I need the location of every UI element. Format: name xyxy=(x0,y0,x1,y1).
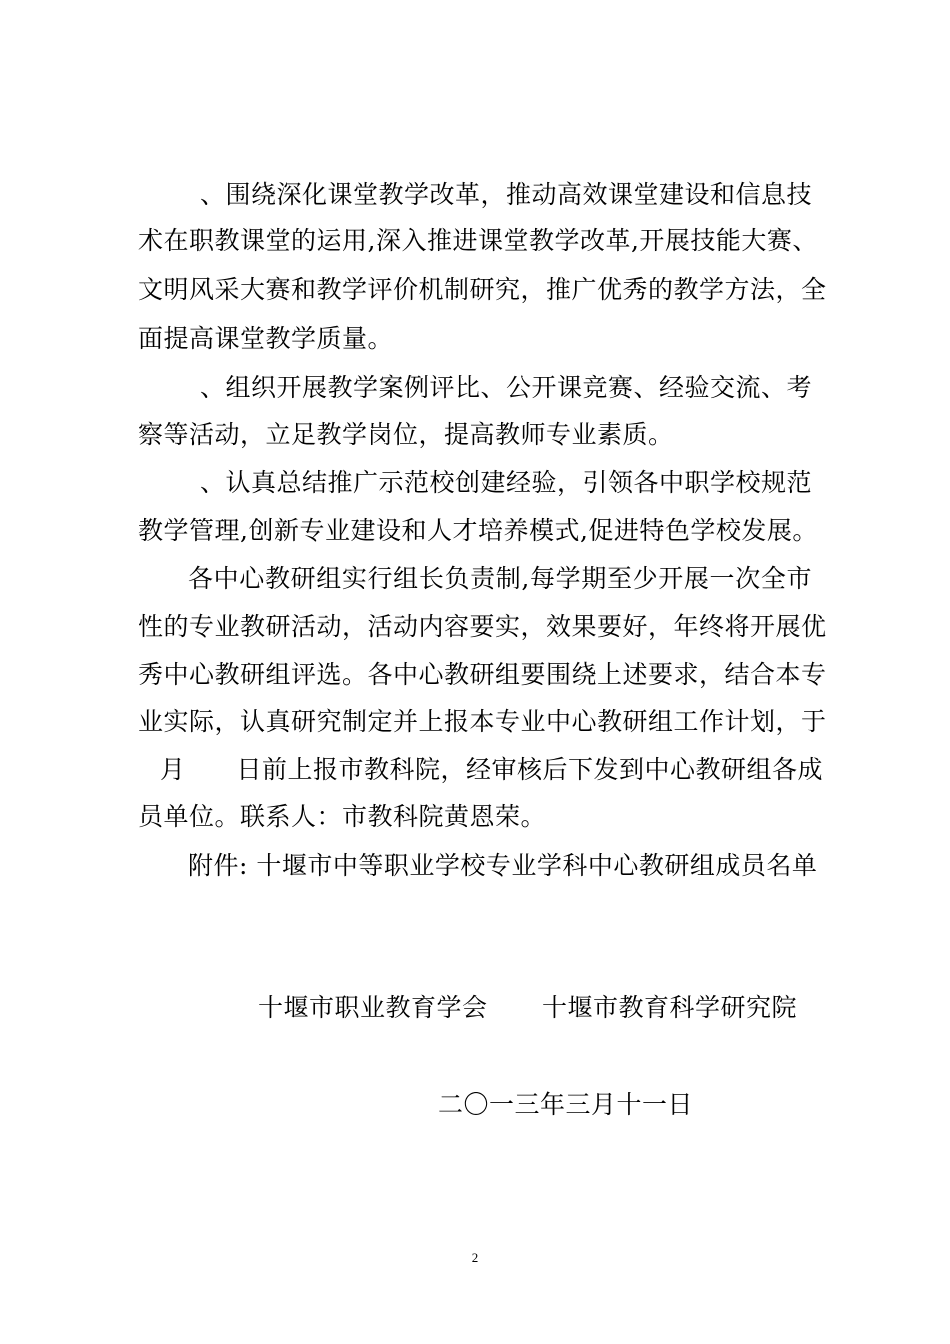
attachment-line: 附件: 十堰市中等职业学校专业学科中心教研组成员名单 xyxy=(188,851,818,880)
paragraph-4-line-1: 各中心教研组实行组长负责制,每学期至少开展一次全市 xyxy=(188,564,812,593)
paragraph-3-line-2: 教学管理,创新专业建设和人才培养模式,促进特色学校发展。 xyxy=(138,516,818,545)
paragraph-4-line-3: 秀中心教研组评选。各中心教研组要围绕上述要求，结合本专 xyxy=(138,660,827,689)
signature-date: 二〇一三年三月十一日 xyxy=(438,1090,694,1119)
paragraph-4-line-2: 性的专业教研活动，活动内容要实，效果要好，年终将开展优 xyxy=(138,612,827,641)
signature-organization-1: 十堰市职业教育学会 xyxy=(258,993,488,1022)
paragraph-1-line-2: 术在职教课堂的运用,深入推进课堂教学改革,开展技能大赛、 xyxy=(138,226,818,255)
paragraph-1-line-4: 面提高课堂教学质量。 xyxy=(138,324,394,353)
paragraph-4-line-5: 月 日前上报市教科院，经审核后下发到中心教研组各成 xyxy=(160,755,824,784)
paragraph-2-line-2: 察等活动，立足教学岗位，提高教师专业素质。 xyxy=(138,420,674,449)
paragraph-3-line-1: 、认真总结推广示范校创建经验，引领各中职学校规范 xyxy=(200,468,813,497)
paragraph-4-line-4: 业实际，认真研究制定并上报本专业中心教研组工作计划，于 xyxy=(138,707,827,736)
paragraph-2-line-1: 、组织开展教学案例评比、公开课竞赛、经验交流、考 xyxy=(200,373,813,402)
paragraph-1-line-1: 、围绕深化课堂教学改革，推动高效课堂建设和信息技 xyxy=(200,180,813,209)
paragraph-4-line-6: 员单位。联系人：市教科院黄恩荣。 xyxy=(138,802,547,831)
signature-organization-2: 十堰市教育科学研究院 xyxy=(542,993,798,1022)
paragraph-1-line-3: 文明风采大赛和教学评价机制研究，推广优秀的教学方法，全 xyxy=(138,275,827,304)
page-number: 2 xyxy=(471,1250,479,1265)
